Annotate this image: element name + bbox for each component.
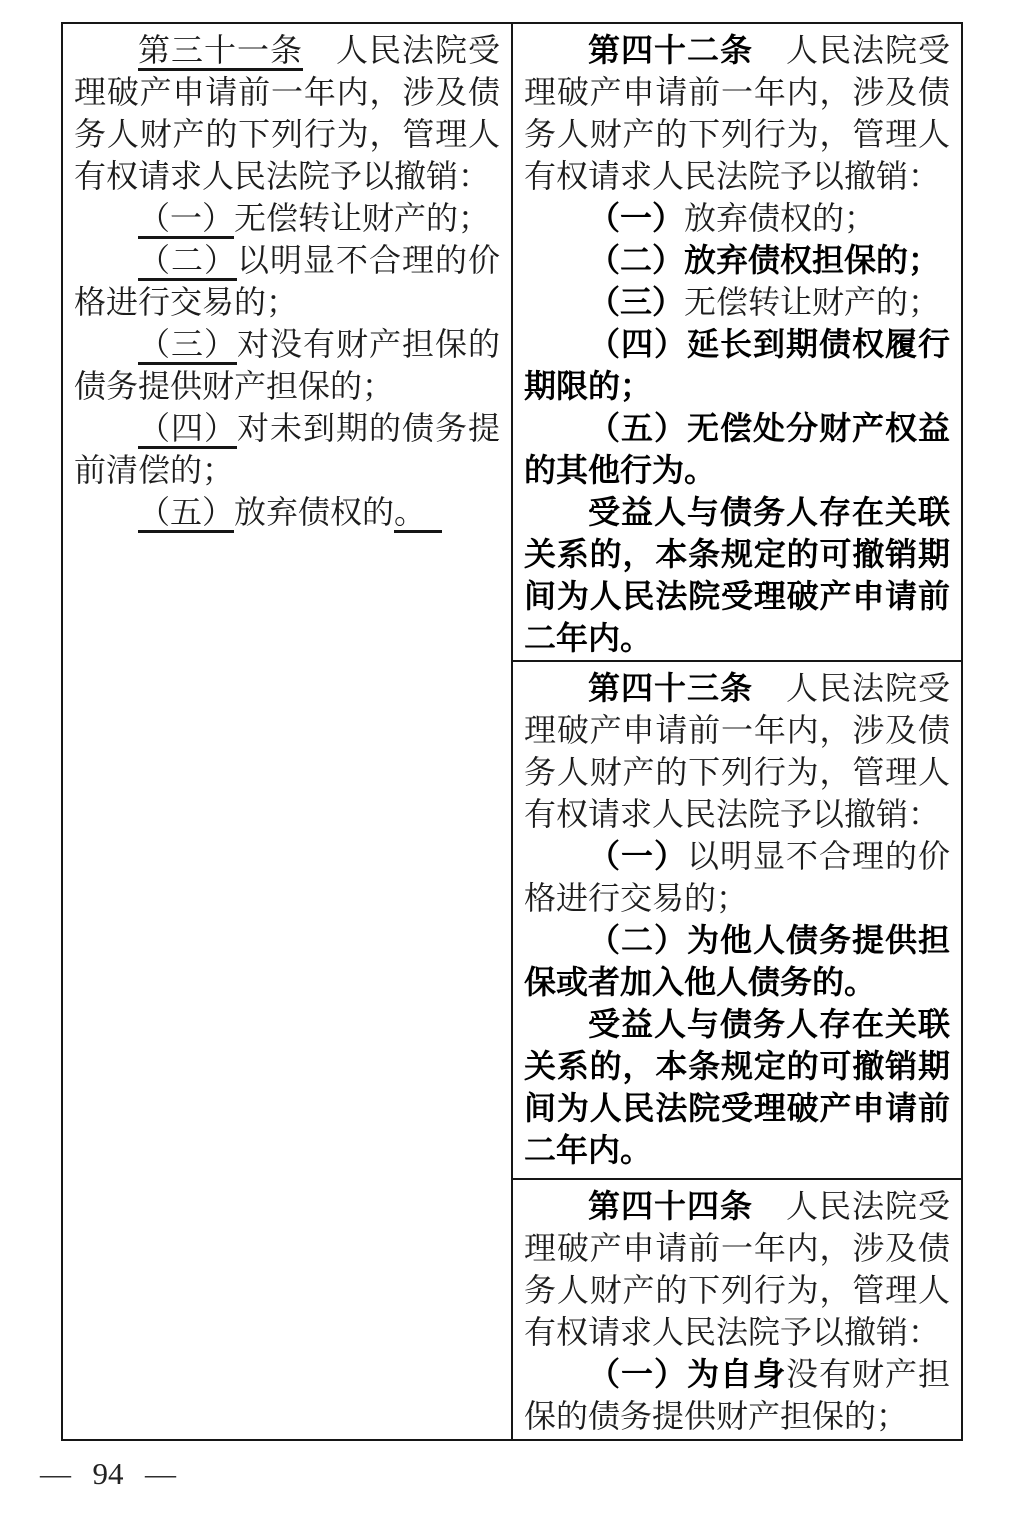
bold-text-run: （一） [588, 200, 685, 236]
bold-text-run: （一）为自身 [588, 1356, 786, 1392]
paragraph [74, 491, 500, 533]
paragraph [74, 197, 500, 239]
old-law-article-31-cell [63, 24, 513, 1439]
text-run: 对没有财产担保的债务提供财产担保的； [74, 326, 500, 404]
paragraph [524, 1185, 950, 1353]
paragraph [74, 29, 500, 197]
bold-text-run: （三） [588, 284, 685, 320]
text-run: 放弃债权的 [234, 494, 395, 530]
underlined-text-run: （四） [138, 410, 237, 449]
underlined-text-run: （一） [138, 200, 234, 239]
text-run: 人民法院受理破产申请前一年内，涉及债务人财产的下列行为，管理人有权请求人民法院予以撤销： [74, 32, 500, 194]
paragraph [524, 239, 950, 281]
bold-text-run: 第四十三条 [588, 670, 753, 706]
underlined-text-run: （三） [138, 326, 237, 365]
bold-text-run: 第四十四条 [588, 1188, 753, 1224]
text-run: 以明显不合理的价格进行交易的； [524, 838, 950, 916]
paragraph [74, 407, 500, 491]
bold-text-run: 受益人与债务人存在关联关系的，本条规定的可撤销期间为人民法院受理破产申请前二年内。 [524, 1006, 950, 1168]
underlined-text-run: （五） [138, 494, 234, 533]
new-law-column [513, 24, 961, 1439]
paragraph [524, 407, 950, 491]
new-law-article-43-cell [513, 662, 961, 1180]
text-run: 放弃债权的； [684, 200, 877, 236]
bold-text-run: 第四十二条 [588, 32, 753, 68]
underlined-text-run: （二） [138, 242, 237, 281]
text-run: 无偿转让财产的； [234, 200, 491, 236]
paragraph [524, 323, 950, 407]
text-run: 人民法院受理破产申请前一年内，涉及债务人财产的下列行为，管理人有权请求人民法院予以撤销： [524, 1188, 950, 1350]
paragraph [524, 197, 950, 239]
bold-text-run: （五）无偿处分财产权益的其他行为。 [524, 410, 950, 488]
new-law-article-44-cell [513, 1180, 961, 1439]
new-law-article-42-cell [513, 24, 961, 662]
text-run: 无偿转让财产的； [684, 284, 941, 320]
paragraph [524, 919, 950, 1003]
paragraph [524, 835, 950, 919]
underlined-text-run: 第三十一条 [138, 32, 303, 71]
text-run: 对未到期的债务提前清偿的； [74, 410, 500, 488]
text-run: 人民法院受理破产申请前一年内，涉及债务人财产的下列行为，管理人有权请求人民法院予以撤销： [524, 32, 950, 194]
paragraph [524, 281, 950, 323]
paragraph [524, 1003, 950, 1171]
paragraph [74, 323, 500, 407]
paragraph [524, 491, 950, 659]
law-comparison-table [61, 22, 963, 1441]
bold-text-run: （四）延长到期债权履行期限的； [524, 326, 950, 404]
text-run: 以明显不合理的价格进行交易的； [74, 242, 500, 320]
footer-dash-right: — [145, 1456, 176, 1491]
paragraph [524, 1353, 950, 1437]
bold-text-run: （二）放弃债权担保的； [588, 242, 941, 278]
footer-dash-left: — [40, 1456, 71, 1491]
bold-text-run: 受益人与债务人存在关联关系的，本条规定的可撤销期间为人民法院受理破产申请前二年内。 [524, 494, 950, 656]
text-run: 没有财产担保的债务提供财产担保的； [524, 1356, 950, 1434]
underlined-text-run: 。 [394, 494, 442, 533]
page-footer [40, 1454, 176, 1494]
paragraph [524, 29, 950, 197]
paragraph [74, 239, 500, 323]
text-run: 人民法院受理破产申请前一年内，涉及债务人财产的下列行为，管理人有权请求人民法院予以撤销： [524, 670, 950, 832]
bold-text-run: （一） [588, 838, 687, 874]
page-number: 94 [92, 1456, 124, 1491]
paragraph [524, 667, 950, 835]
bold-text-run: （二）为他人债务提供担保或者加入他人债务的。 [524, 922, 950, 1000]
